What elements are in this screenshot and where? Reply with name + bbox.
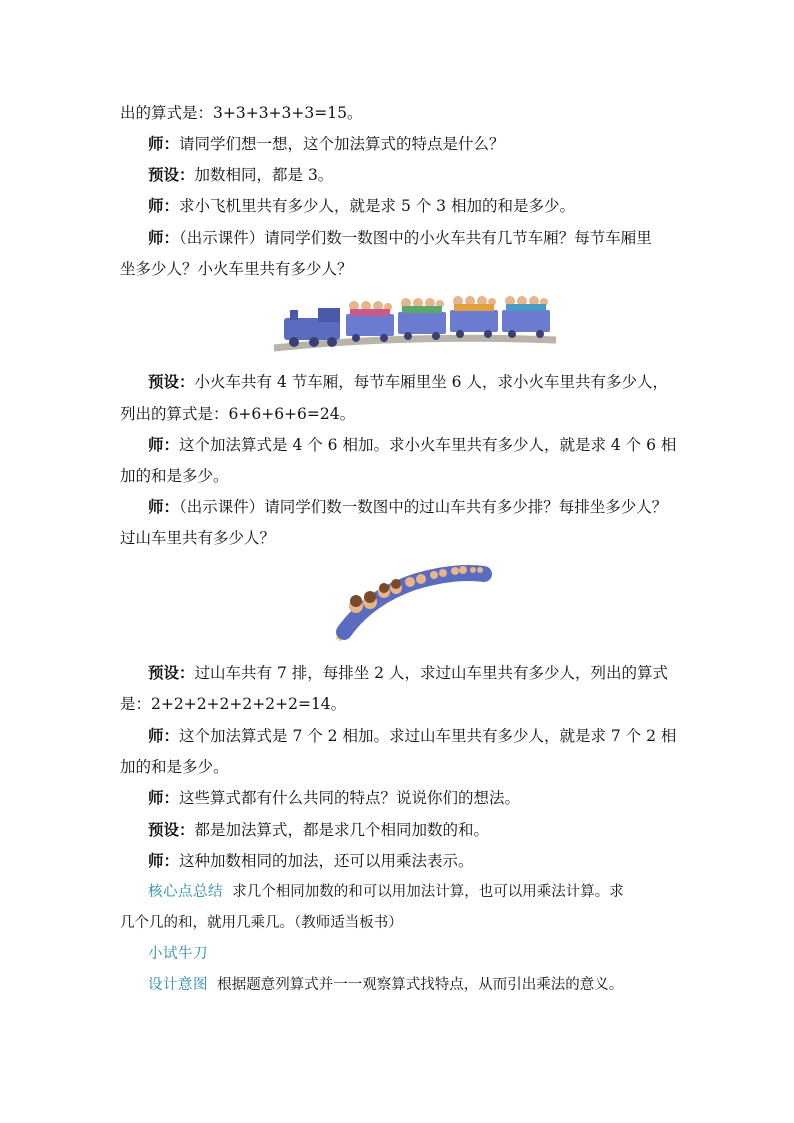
teacher-line	[148, 851, 674, 871]
carriage-3	[450, 296, 498, 338]
speaker-label: 预设：	[148, 166, 195, 184]
speaker-label: 预设：	[148, 664, 195, 682]
summary-label: 核心点总结	[148, 884, 223, 900]
preset-line	[148, 820, 674, 840]
line-text: 这个加法算式是 4 个 6 相加。求小火车里共有多少人，就是求 4 个 6 相	[179, 436, 677, 454]
text-line: 加的和是多少。	[120, 467, 229, 485]
summary-text: 求几个相同加数的和可以用加法计算，也可以用乘法计算。求	[232, 884, 624, 900]
line-text: 这个加法算式是 7 个 2 相加。求过山车里共有多少人，就是求 7 个 2 相	[179, 727, 677, 745]
teacher-line	[148, 196, 674, 216]
carriage-1	[346, 301, 394, 342]
preset-line	[148, 663, 674, 683]
teacher-line	[148, 134, 674, 154]
speaker-label: 预设：	[148, 373, 195, 391]
line-text: 加数相同，都是 3。	[194, 166, 334, 184]
carriage-2	[398, 298, 446, 340]
teacher-line	[148, 435, 677, 455]
speaker-label: 师：	[148, 197, 180, 215]
text-line: 加的和是多少。	[120, 758, 229, 776]
design-label: 设计意图	[148, 977, 208, 993]
teacher-line	[148, 788, 674, 808]
text-line: 出的算式是：3+3+3+3+3=15。	[120, 104, 363, 122]
speaker-label: 师：	[148, 135, 180, 153]
design-text: 根据题意列算式并一一观察算式找特点，从而引出乘法的意义。	[217, 977, 624, 993]
line-text: 这种加数相同的加法，还可以用乘法表示。	[179, 852, 474, 870]
line-text: 都是加法算式，都是求几个相同加数的和。	[194, 821, 490, 839]
speaker-label: 师：	[148, 852, 180, 870]
preset-line	[148, 165, 674, 185]
teacher-line	[148, 726, 677, 746]
section-heading: 小试牛刀	[148, 946, 208, 962]
text-line: 坐多少人？小火车里共有多少人？	[120, 260, 353, 278]
design-intent-line	[148, 975, 674, 995]
speaker-label: 师：	[148, 436, 180, 454]
teacher-line	[148, 497, 674, 517]
speaker-label: 师：	[148, 727, 180, 745]
teacher-line	[148, 228, 674, 248]
carriage-4	[502, 296, 550, 338]
speaker-label: 师：	[148, 789, 180, 807]
summary-line-2: 几个几的和，就用几乘几。（教师适当板书）	[120, 915, 403, 931]
preset-line	[148, 372, 674, 392]
roller-coaster-illustration	[322, 562, 492, 648]
line-text: 求小飞机里共有多少人，就是求 5 个 3 相加的和是多少。	[179, 197, 575, 215]
text-line: 过山车里共有多少人？	[120, 529, 276, 547]
line-text: 过山车共有 7 排，每排坐 2 人，求过山车里共有多少人，列出的算式	[194, 664, 668, 682]
train-illustration	[270, 290, 560, 356]
summary-line	[148, 882, 674, 902]
speaker-label: 预设：	[148, 821, 195, 839]
locomotive	[284, 308, 340, 347]
line-text: （出示课件）请同学们数一数图中的过山车共有多少排？每排坐多少人？	[179, 498, 668, 516]
speaker-label: 师：	[148, 229, 180, 247]
line-text: 小火车共有 4 节车厢，每节车厢里坐 6 人，求小火车里共有多少人，	[194, 373, 668, 391]
line-text: （出示课件）请同学们数一数图中的小火车共有几节车厢？每节车厢里	[179, 229, 652, 247]
text-line: 是：2+2+2+2+2+2+2=14。	[120, 695, 347, 713]
text-line: 列出的算式是：6+6+6+6=24。	[120, 405, 356, 423]
line-text: 请同学们想一想，这个加法算式的特点是什么？	[179, 135, 505, 153]
line-text: 这些算式都有什么共同的特点？说说你们的想法。	[179, 789, 521, 807]
speaker-label: 师：	[148, 498, 180, 516]
